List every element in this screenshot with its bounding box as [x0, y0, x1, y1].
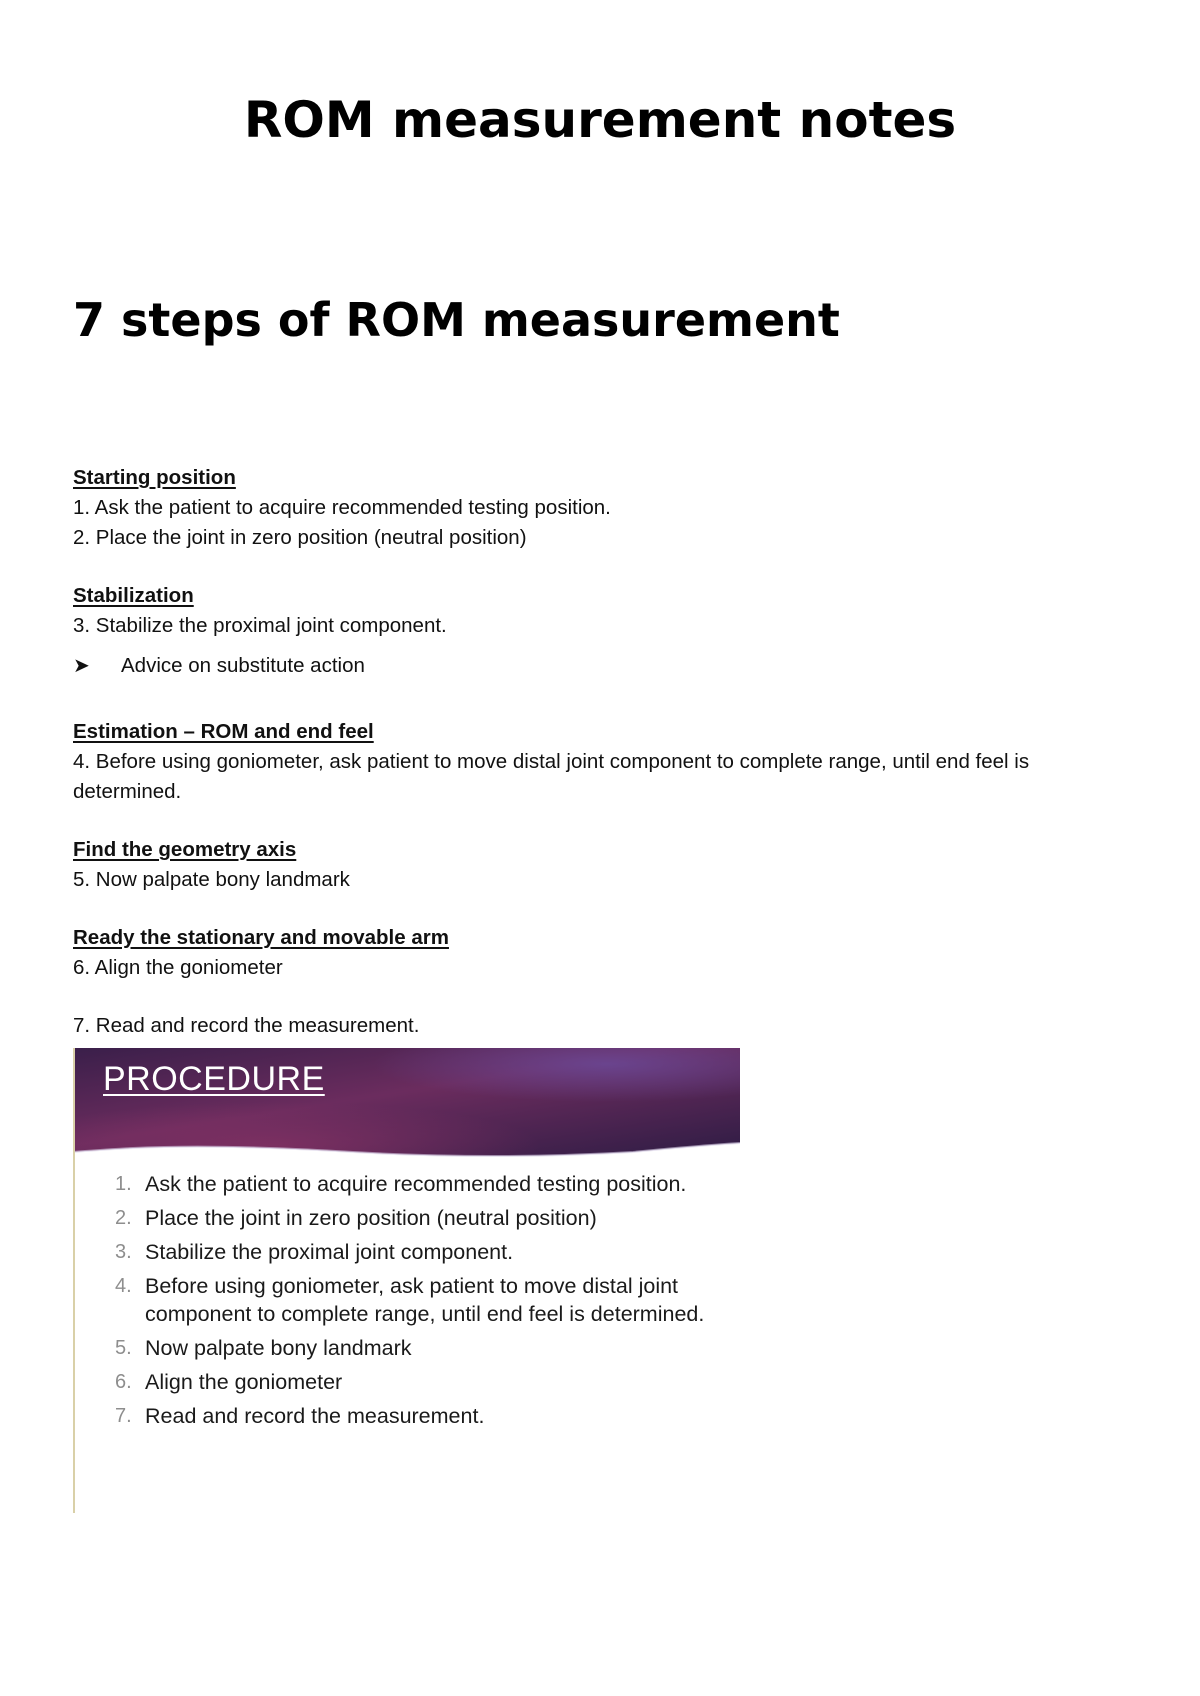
slide-list-item — [103, 1368, 723, 1396]
slide-item-number: 1. — [115, 1173, 132, 1195]
heading-starting-position: Starting position — [73, 466, 236, 489]
slide-list-item — [103, 1334, 723, 1362]
spacer — [73, 895, 1143, 923]
slide-item-number: 3. — [115, 1241, 132, 1263]
spacer — [73, 807, 1143, 835]
document-title: ROM measurement notes — [243, 91, 957, 149]
heading-geometry-axis: Find the geometry axis — [73, 838, 297, 861]
slide-item-number: 4. — [115, 1275, 132, 1297]
slide-item-text: Place the joint in zero position (neutral position) — [145, 1206, 597, 1230]
bullet-item — [73, 651, 1143, 681]
slide-left-rule — [73, 1048, 75, 1513]
slide-procedure-list — [103, 1170, 723, 1436]
step-7: 7. Read and record the measurement. — [73, 1014, 420, 1037]
slide-item-number: 5. — [115, 1337, 132, 1359]
slide-title: PROCEDURE — [103, 1060, 325, 1098]
slide-list-item — [103, 1272, 723, 1328]
section-heading: 7 steps of ROM measurement — [73, 293, 840, 347]
slide-item-text: Read and record the measurement. — [145, 1404, 485, 1428]
slide-list-item — [103, 1170, 723, 1198]
slide-item-number: 6. — [115, 1371, 132, 1393]
step-4: 4. Before using goniometer, ask patient to move distal joint component to complete range, until end feel is determined. — [73, 750, 1030, 803]
heading-estimation: Estimation – ROM and end feel — [73, 720, 374, 743]
heading-stabilization: Stabilization — [73, 584, 194, 607]
spacer — [73, 553, 1143, 581]
slide-item-text: Align the goniometer — [145, 1370, 343, 1394]
heading-arms: Ready the stationary and movable arm — [73, 926, 449, 949]
slide-list-item — [103, 1204, 723, 1232]
slide-item-number: 7. — [115, 1405, 132, 1427]
slide-item-text: Stabilize the proximal joint component. — [145, 1240, 514, 1264]
spacer — [73, 681, 1143, 717]
procedure-slide-image — [73, 1048, 740, 1513]
step-1: 1. Ask the patient to acquire recommended testing position. — [73, 496, 611, 519]
step-2: 2. Place the joint in zero position (neutral position) — [73, 526, 527, 549]
step-3: 3. Stabilize the proximal joint component. — [73, 614, 447, 637]
slide-list-item — [103, 1238, 723, 1266]
spacer — [73, 983, 1143, 1011]
slide-item-text: Ask the patient to acquire recommended testing position. — [145, 1172, 687, 1196]
slide-item-text: Before using goniometer, ask patient to move distal joint component to complete range, until end feel is determined. — [145, 1274, 705, 1326]
bullet-text: Advice on substitute action — [121, 654, 365, 677]
arrow-bullet-icon: ➤ — [73, 655, 90, 677]
notes-body — [73, 463, 1143, 1041]
slide-list-item — [103, 1402, 723, 1430]
step-5: 5. Now palpate bony landmark — [73, 868, 350, 891]
slide-item-number: 2. — [115, 1207, 132, 1229]
slide-item-text: Now palpate bony landmark — [145, 1336, 412, 1360]
step-6: 6. Align the goniometer — [73, 956, 283, 979]
